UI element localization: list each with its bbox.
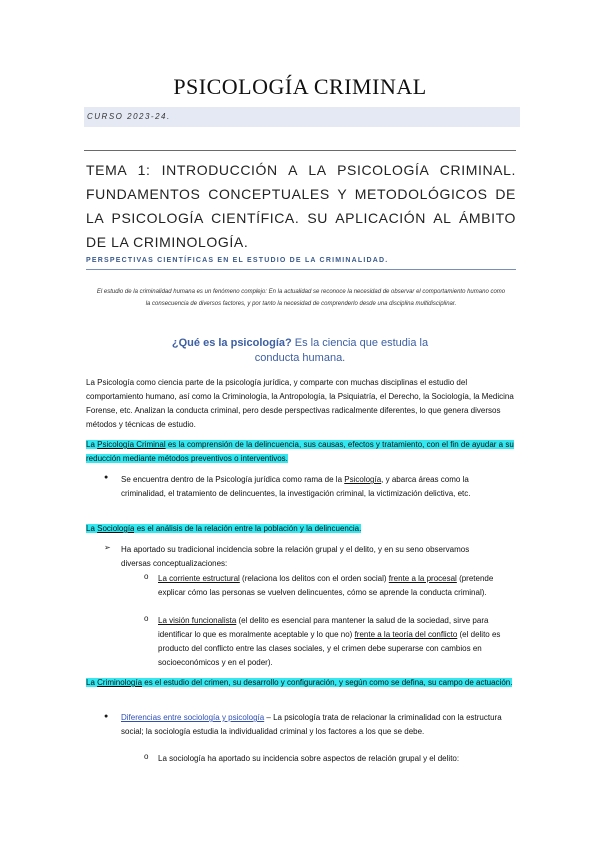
question-bold: ¿Qué es la psicología? bbox=[171, 337, 292, 349]
b3-body: – La psicología trata de relacionar la criminalidad con la estructura social; la sociología estudia la individualidad criminal y los factores a los que se debe. bbox=[121, 713, 502, 736]
intro-quote: El estudio de la criminalidad humana es un fenómeno complejo: En la actualidad se reconoce la necesidad de observar el comportamiento humano como la consecuencia de diversos factores, y por tanto la necesidad de comprenderlo desde una disciplina multidisciplinar. bbox=[96, 289, 506, 307]
b1-body: , y abarca áreas como la criminalidad, el tratamiento de delincuentes, la investigación criminal, la victimización delictiva, etc. bbox=[121, 475, 471, 498]
p3-body: es el análisis de la relación entre la población y la delincuencia. bbox=[134, 524, 362, 533]
term-sociologia: Sociología bbox=[97, 524, 135, 533]
question-heading bbox=[150, 336, 450, 366]
circle-bullet-icon: o bbox=[144, 614, 149, 623]
term-corriente-estructural: La corriente estructural bbox=[158, 574, 240, 583]
bullet-icon: ● bbox=[104, 713, 109, 720]
s2-lead: (el delito es esencial para mantener la salud de la sociedad, sirve para identificar lo que es moralmente aceptable y lo que no) bbox=[158, 616, 489, 639]
paragraph-sociologia bbox=[86, 522, 516, 536]
tema-heading: TEMA 1: INTRODUCCIÓN A LA PSICOLOGÍA CRIMINAL. FUNDAMENTOS CONCEPTUALES Y METODOLÓGICOS DE LA PSICOLOGÍA CIENTÍFICA. SU APLICACIÓN AL ÁMBITO DE LA CRIMINOLOGÍA. bbox=[86, 162, 516, 250]
question-rest: Es la ciencia que estudia la conducta humana. bbox=[254, 337, 429, 364]
circle-bullet-icon: o bbox=[144, 752, 149, 761]
paragraph-criminologia bbox=[86, 676, 516, 690]
bullet-psicologia-juridica bbox=[121, 473, 513, 501]
paragraph-psicologia: La Psicología como ciencia parte de la psicología jurídica, y comparte con muchas disciplinas el estudio del comportamiento humano, así como la Criminología, la Antropología, la Psiquiatría, el Derecho, la Sociología, la Medicina Forense, etc. Analizan la conducta criminal, pero desde perspectivas radicalmente diferentes, lo que genera diversos métodos y técnicas de estudio. bbox=[86, 378, 514, 429]
p4-lead: La bbox=[86, 678, 98, 687]
link-diferencias[interactable]: Diferencias entre sociología y psicología bbox=[121, 713, 265, 722]
term-vision-funcionalista: La visión funcionalista bbox=[158, 616, 237, 625]
divider bbox=[84, 150, 516, 151]
sub-item-sociologia-aporte: La sociología ha aportado su incidencia sobre aspectos de relación grupal y el delito: bbox=[158, 754, 460, 763]
circle-bullet-icon: o bbox=[144, 572, 149, 581]
term-psicologia-criminal: Psicología Criminal bbox=[97, 440, 166, 449]
s2-body: (el delito es producto del conflicto entre las clases sociales, y el crimen debe superarse con cambios en socioeconómicos y en el poder). bbox=[158, 630, 501, 667]
p2-body: es la comprensión de la delincuencia, sus causas, efectos y tratamiento, con el fin de ayudar a su reducción mediante métodos preventivos o interventivos. bbox=[86, 440, 514, 463]
sub-item-vision-funcionalista bbox=[158, 614, 508, 670]
term-criminologia: Criminología bbox=[97, 678, 143, 687]
sub-item-corriente-estructural bbox=[158, 572, 508, 600]
bullet-diferencias bbox=[121, 711, 513, 739]
s1-body: (pretende explicar cómo las personas se vuelven delincuentes, cómo se aprende la conducta criminal). bbox=[158, 574, 494, 597]
bullet-icon: ● bbox=[104, 474, 109, 481]
p3-lead: La bbox=[86, 524, 98, 533]
term-psicologia: Psicología bbox=[344, 475, 382, 484]
p2-lead: La bbox=[86, 440, 98, 449]
s1-lead: (relaciona los delitos con el orden social) bbox=[239, 574, 389, 583]
course-banner: CURSO 2023-24. bbox=[84, 107, 520, 127]
section-heading-perspectivas: PERSPECTIVAS CIENTÍFICAS EN EL ESTUDIO DE LA CRIMINALIDAD. bbox=[86, 257, 389, 264]
arrow-item-sociologia: Ha aportado su tradicional incidencia sobre la relación grupal y el delito, y en su seno observamos diversas conceptualizaciones: bbox=[121, 545, 470, 568]
section-divider bbox=[86, 269, 516, 270]
b1-lead: Se encuentra dentro de la Psicología jurídica como rama de la bbox=[121, 475, 345, 484]
arrow-bullet-icon: ➢ bbox=[104, 543, 111, 552]
term-teoria-conflicto: frente a la teoría del conflicto bbox=[354, 630, 458, 639]
p4-body: es el estudio del crimen, su desarrollo y configuración, y según como se defina, su campo de actuación. bbox=[142, 678, 513, 687]
term-procesal: frente a la procesal bbox=[388, 574, 457, 583]
paragraph-psicologia-criminal bbox=[86, 438, 516, 466]
document-title: PSICOLOGÍA CRIMINAL bbox=[173, 74, 427, 99]
